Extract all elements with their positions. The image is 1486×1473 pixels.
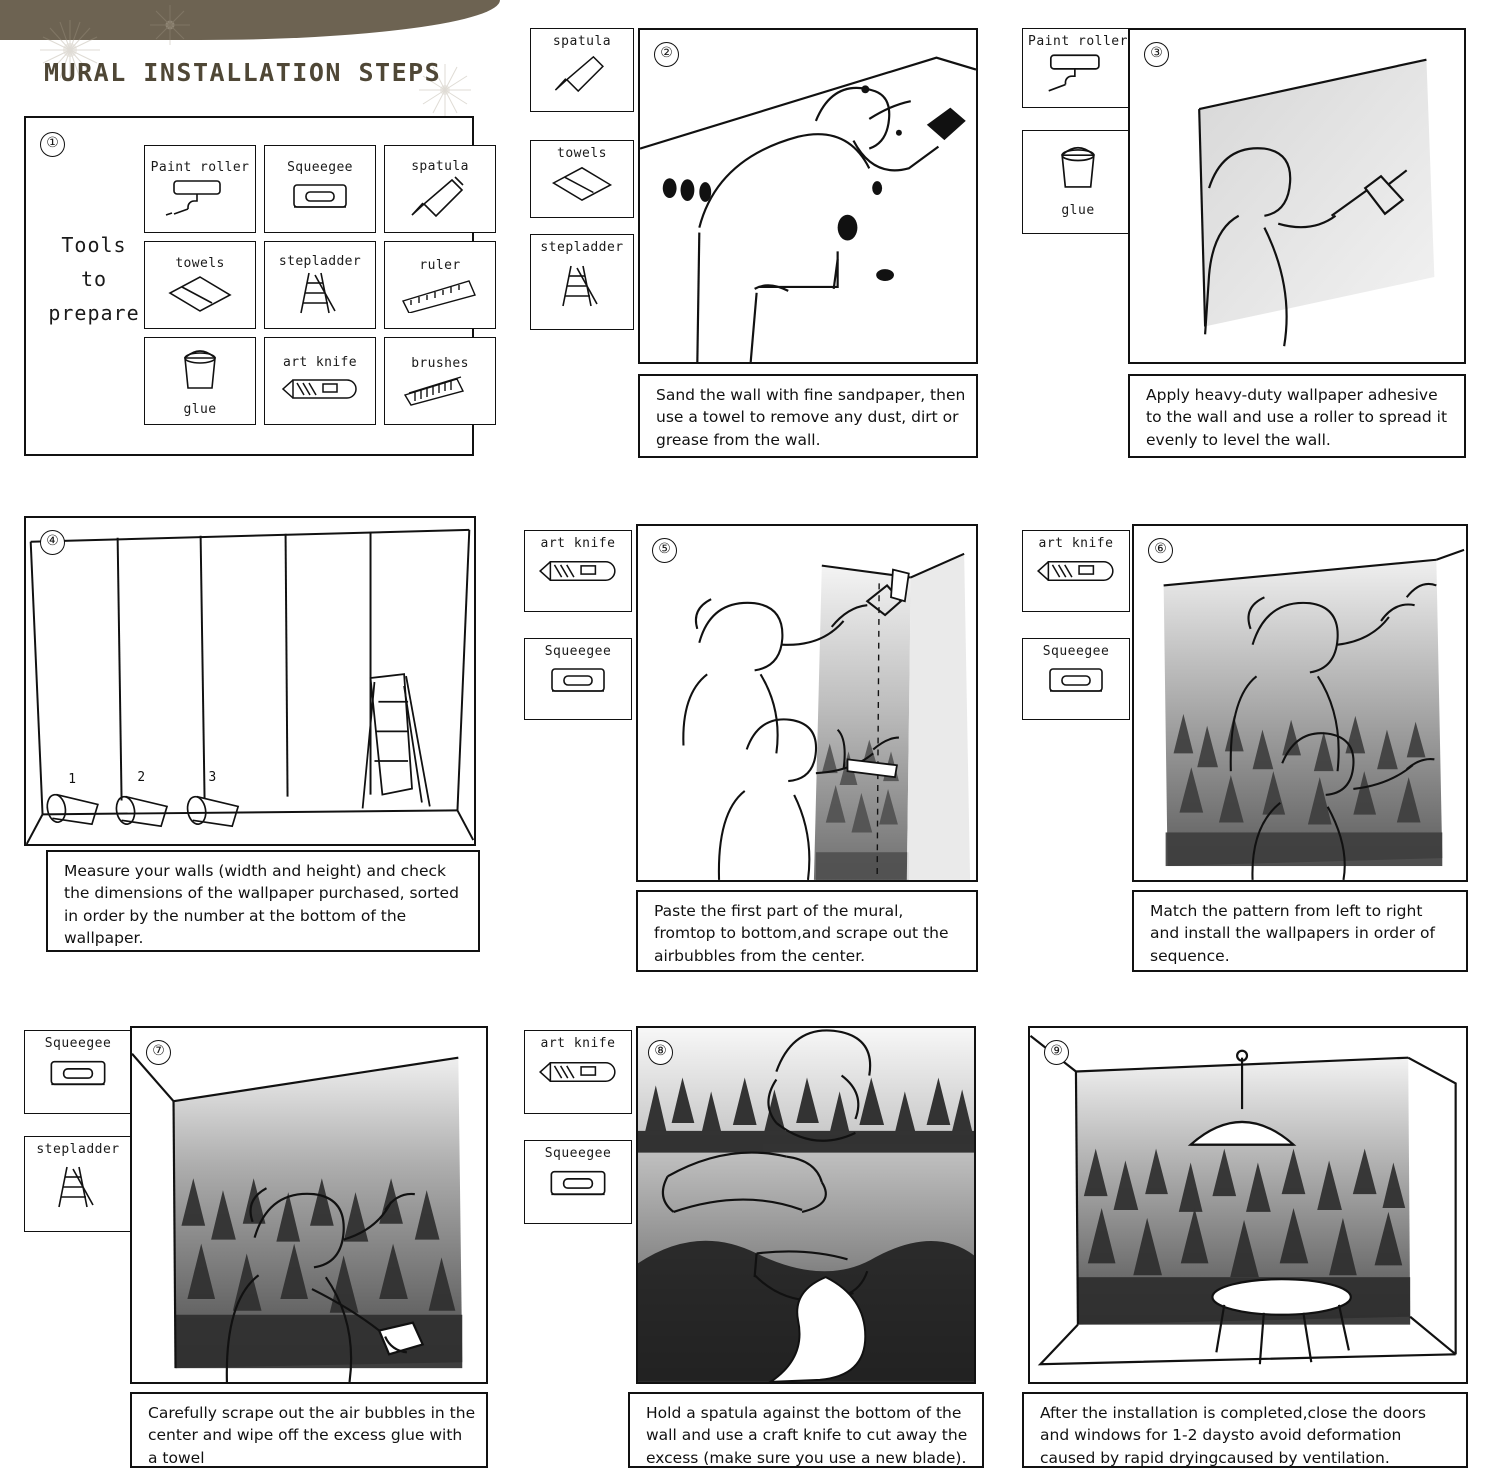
step-7-tool-stepladder [24, 1136, 132, 1232]
step-3-tool-paint-roller [1022, 28, 1134, 108]
step-7-number: ⑦ [146, 1040, 171, 1065]
ruler-icon [397, 273, 483, 313]
step-3-caption: Apply heavy-duty wallpaper adhesive to the wall and use a roller to spread it evenly to level the wall. [1128, 374, 1466, 458]
step-1-number: ① [40, 132, 65, 157]
step-9-drawing [1030, 1028, 1466, 1382]
tool-cell-spatula [384, 145, 496, 233]
tools-prepare-line-1: Tools [61, 233, 127, 257]
step-2-tool-spatula [530, 28, 634, 112]
tool-label-ruler: ruler [419, 257, 461, 273]
paint-roller-icon [160, 175, 240, 219]
step-8-caption: Hold a spatula against the bottom of the wall and use a craft knife to cut away the excess (make sure you use a new blade). [628, 1392, 984, 1468]
step-4-drawing [26, 518, 474, 844]
spatula-icon [400, 174, 480, 220]
tool-label-art-knife: art knife [282, 354, 358, 370]
tool-label-squeegee-6: Squeegee [1042, 644, 1110, 659]
squeegee-icon-8 [537, 1161, 619, 1207]
tool-label-art-knife-8: art knife [540, 1036, 616, 1051]
art-knife-icon-8 [534, 1051, 622, 1093]
step-2-tool-towels [530, 140, 634, 218]
step-2-tool-stepladder [530, 234, 634, 330]
tool-label-paint-roller-3: Paint roller [1028, 34, 1128, 49]
tool-label-spatula: spatula [411, 158, 469, 174]
tool-label-towels: towels [175, 255, 225, 271]
step-5-illustration [636, 524, 978, 882]
spatula-icon-2 [544, 49, 620, 97]
step-5-caption: Paste the first part of the mural, fromtop to bottom,and scrape out the airbubbles from the center. [636, 890, 978, 972]
step-8-drawing [638, 1028, 974, 1382]
step-4-illustration [24, 516, 476, 846]
tool-cell-stepladder [264, 241, 376, 329]
step-9-illustration [1028, 1026, 1468, 1384]
tool-label-spatula-2: spatula [552, 34, 612, 49]
step-2-number: ② [654, 42, 679, 67]
tool-label-stepladder: stepladder [278, 253, 362, 269]
squeegee-icon-5 [537, 659, 619, 703]
flower-ornament-mid [140, 0, 200, 60]
step-6-illustration [1132, 524, 1468, 882]
step-5-drawing [638, 526, 976, 880]
step-8-number: ⑧ [648, 1040, 673, 1065]
step-3-number: ③ [1144, 42, 1169, 67]
step-3-drawing [1130, 30, 1464, 362]
tool-label-brushes: brushes [411, 355, 469, 371]
tool-label-glue-3: glue [1061, 203, 1095, 218]
step-6-tool-art-knife [1022, 530, 1130, 612]
step-4-caption: Measure your walls (width and height) and check the dimensions of the wallpaper purchased, sorted in order by the number at the bottom of the wallpaper. [46, 850, 480, 952]
step-3-tool-glue [1022, 130, 1134, 234]
art-knife-icon-5 [534, 551, 622, 591]
step-4-number: ④ [40, 530, 65, 555]
tool-cell-paint-roller [144, 145, 256, 233]
tool-cell-ruler [384, 241, 496, 329]
squeegee-icon-7 [37, 1051, 119, 1097]
step-8-illustration [636, 1026, 976, 1384]
art-knife-icon-6 [1032, 551, 1120, 591]
towels-icon [160, 271, 240, 315]
tool-cell-squeegee [264, 145, 376, 233]
squeegee-icon-6 [1035, 659, 1117, 703]
stepladder-icon [285, 269, 355, 317]
step-8-tool-art-knife [524, 1030, 632, 1114]
towels-icon-2 [544, 161, 620, 205]
step-2-drawing [640, 30, 976, 362]
tool-label-art-knife-5: art knife [540, 536, 616, 551]
tool-label-glue: glue [183, 401, 217, 417]
tools-grid [144, 145, 496, 425]
glue-bucket-icon [165, 346, 235, 398]
tool-label-squeegee-7: Squeegee [44, 1036, 112, 1051]
step-2-caption: Sand the wall with fine sandpaper, then use a towel to remove any dust, dirt or grease from the wall. [638, 374, 978, 458]
tool-label-squeegee: Squeegee [287, 159, 353, 175]
step-7-caption: Carefully scrape out the air bubbles in the center and wipe off the excess glue with a towel [130, 1392, 488, 1468]
step-9-number: ⑨ [1044, 1040, 1069, 1065]
tools-prepare-line-2: to [80, 267, 108, 291]
step-6-tool-squeegee [1022, 638, 1130, 720]
art-knife-icon [277, 370, 363, 408]
page-title: MURAL INSTALLATION STEPS [44, 58, 442, 87]
tool-label-towels-2: towels [557, 146, 607, 161]
step-2-illustration [638, 28, 978, 364]
glue-bucket-icon-3 [1041, 139, 1115, 201]
step-7-tool-squeegee [24, 1030, 132, 1114]
tools-to-prepare-label [38, 228, 150, 330]
tool-cell-art-knife [264, 337, 376, 425]
brushes-icon [397, 371, 483, 407]
tool-cell-brushes [384, 337, 496, 425]
step-6-drawing [1134, 526, 1466, 880]
step-5-tool-art-knife [524, 530, 632, 612]
tool-label-squeegee-8: Squeegee [544, 1146, 612, 1161]
tools-prepare-line-3: prepare [48, 301, 140, 325]
roll-number-2: 2 [137, 769, 146, 785]
tool-cell-glue [144, 337, 256, 425]
tool-label-paint-roller: Paint roller [150, 159, 250, 175]
step-7-drawing [132, 1028, 486, 1382]
step-5-number: ⑤ [652, 538, 677, 563]
paint-roller-icon-3 [1036, 49, 1120, 95]
step-8-tool-squeegee [524, 1140, 632, 1224]
step-3-illustration [1128, 28, 1466, 364]
roll-number-1: 1 [68, 771, 76, 787]
roll-number-3: 3 [208, 769, 217, 785]
stepladder-icon-2 [547, 255, 617, 317]
step-5-tool-squeegee [524, 638, 632, 720]
stepladder-icon-7 [43, 1157, 113, 1217]
step-6-caption: Match the pattern from left to right and install the wallpapers in order of sequence. [1132, 890, 1468, 972]
step-6-number: ⑥ [1148, 538, 1173, 563]
step-7-illustration [130, 1026, 488, 1384]
step-9-caption: After the installation is completed,close the doors and windows for 1-2 daysto avoid deformation caused by rapid dryingcaused by ventilation. [1022, 1392, 1468, 1468]
tool-label-stepladder-7: stepladder [36, 1142, 120, 1157]
squeegee-icon [280, 175, 360, 219]
tool-label-squeegee-5: Squeegee [544, 644, 612, 659]
tool-cell-towels [144, 241, 256, 329]
tool-label-art-knife-6: art knife [1038, 536, 1114, 551]
tool-label-stepladder-2: stepladder [540, 240, 624, 255]
